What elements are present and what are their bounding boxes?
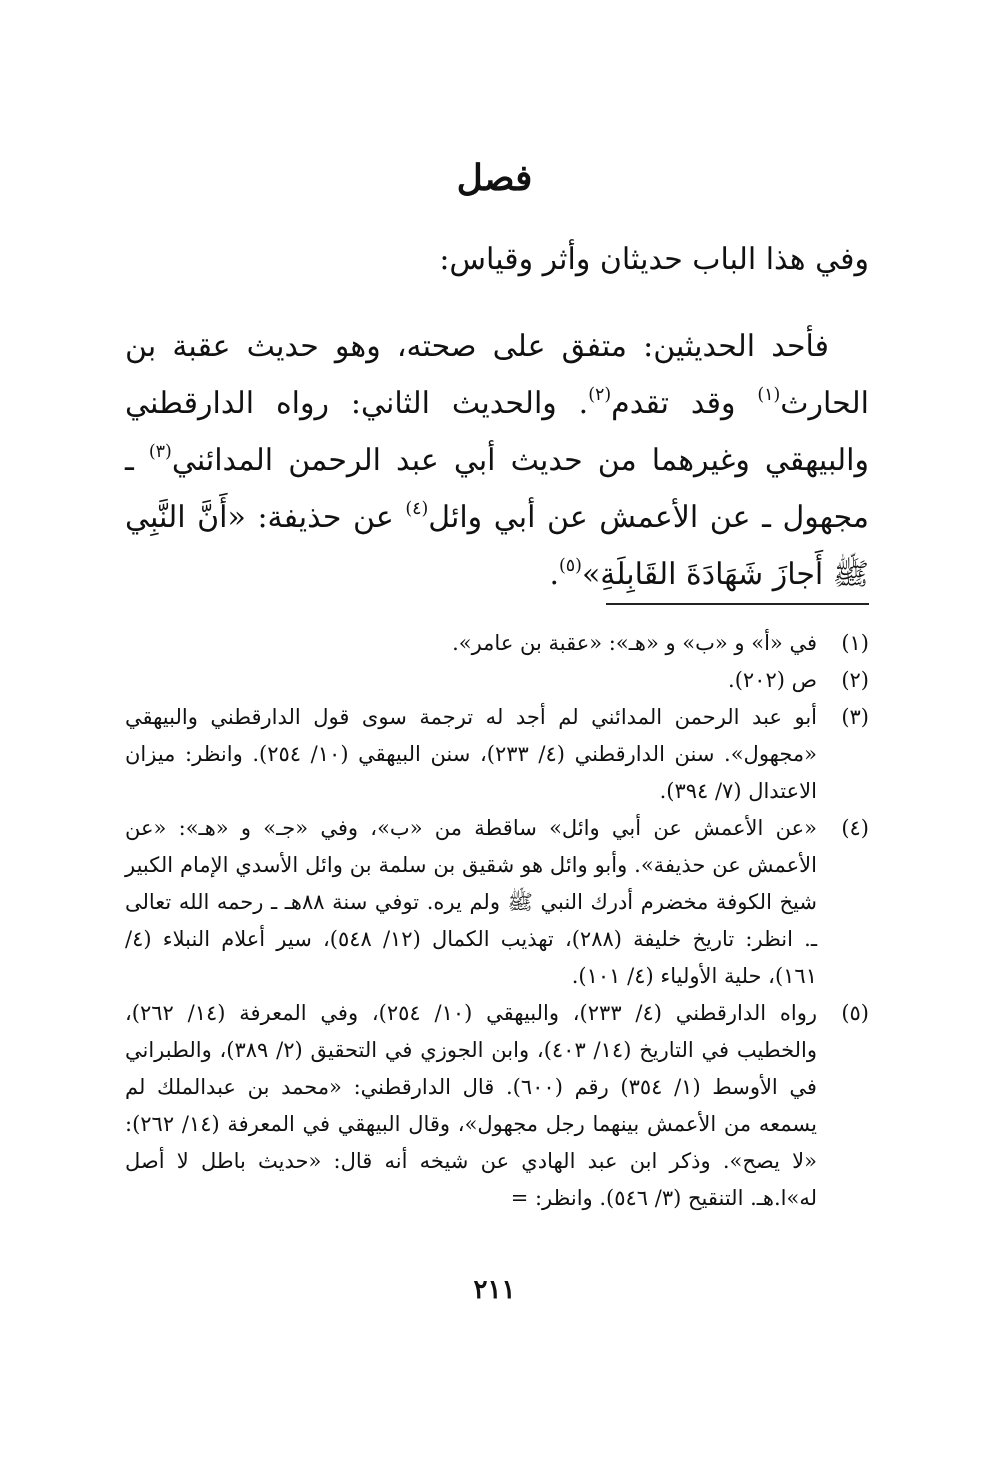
- footnote-number: (١): [841, 631, 869, 655]
- footnote-number: (٤): [841, 816, 869, 840]
- footnote-number: (٢): [841, 668, 869, 692]
- footnote-text: أبو عبد الرحمن المدائني لم أجد له ترجمة سوى قول الدارقطني والبيهقي «مجهول». سنن الدارقطني (٤/ ٢٣٣)، سنن البيهقي (١٠/ ٢٥٤). وانظر: ميزان الاعتدال (٧/ ٣٩٤).: [125, 705, 817, 803]
- paragraph-text-5: عن حذيفة: «أَنَّ النَّبِي ﷺ أَجازَ شَهَادَةَ القَابِلَةِ»: [125, 500, 869, 592]
- main-paragraph: [125, 318, 869, 603]
- paragraph-text-1: فأحد الحديثين: متفق على صحته، وهو حديث عقبة بن الحارث: [125, 329, 869, 421]
- section-title: فصل: [456, 157, 533, 199]
- footnote-number: (٣): [841, 705, 869, 729]
- footnote-text: في «أ» و «ب» و «هـ»: «عقبة بن عامر».: [452, 631, 817, 655]
- intro-line: وفي هذا الباب حديثان وأثر وقياس:: [439, 242, 869, 277]
- footnote-ref-1[interactable]: (١): [757, 384, 781, 405]
- paragraph-text-3: . والحديث الثاني: رواه الدارقطني والبيهقي وغيرهما من حديث أبي عبد الرحمن المدائني: [125, 386, 870, 478]
- footnotes: [125, 625, 869, 1217]
- footnote-1: [125, 625, 869, 662]
- footnote-2: [125, 662, 869, 699]
- footnote-5: [125, 995, 869, 1217]
- footnote-number: (٥): [841, 1001, 869, 1025]
- footnote-ref-2[interactable]: (٢): [588, 384, 612, 405]
- paragraph-text-2: وقد تقدم: [611, 386, 758, 421]
- footnote-ref-3[interactable]: (٣): [148, 441, 172, 462]
- footnote-ref-4[interactable]: (٤): [405, 498, 429, 519]
- footnote-3: [125, 699, 869, 810]
- paragraph-text-6: .: [549, 557, 559, 592]
- footnote-4: [125, 810, 869, 995]
- footnote-text: ص (٢٠٢).: [728, 668, 817, 692]
- footnote-separator: [606, 603, 869, 605]
- footnote-ref-5[interactable]: (٥): [559, 555, 582, 576]
- page-number: ٢١١: [473, 1275, 516, 1305]
- paragraph-text-4: ـ مجهول ـ عن الأعمش عن أبي وائل: [125, 443, 869, 535]
- footnote-text: «عن الأعمش عن أبي وائل» ساقطة من «ب»، وفي «جـ» و «هـ»: «عن الأعمش عن حذيفة». وأبو وائل هو شقيق بن سلمة بن وائل الأسدي الإمام الكبير شيخ الكوفة مخضرم أدرك النبي ﷺ ولم يره. توفي سنة ٨٨هـ ـ رحمه الله تعالى ـ. انظر: تاريخ خليفة (٢٨٨)، تهذيب الكمال (١٢/ ٥٤٨)، سير أعلام النبلاء (٤/ ١٦١)، حلية الأولياء (٤/ ١٠١).: [125, 816, 817, 988]
- footnote-text: رواه الدارقطني (٤/ ٢٣٣)، والبيهقي (١٠/ ٢٥٤)، وفي المعرفة (١٤/ ٢٦٢)، والخطيب في التاريخ (١٤/ ٤٠٣)، وابن الجوزي في التحقيق (٢/ ٣٨٩)، والطبراني في الأوسط (١/ ٣٥٤) رقم (٦٠٠). قال الدارقطني: «محمد بن عبدالملك لم يسمعه من الأعمش بينهما رجل مجهول»، وقال البيهقي في المعرفة (١٤/ ٢٦٢): «لا يصح». وذكر ابن عبد الهادي عن شيخه أنه قال: «حديث باطل لا أصل له»ا.هـ. التنقيح (٣/ ٥٤٦). وانظر: =: [125, 1001, 817, 1210]
